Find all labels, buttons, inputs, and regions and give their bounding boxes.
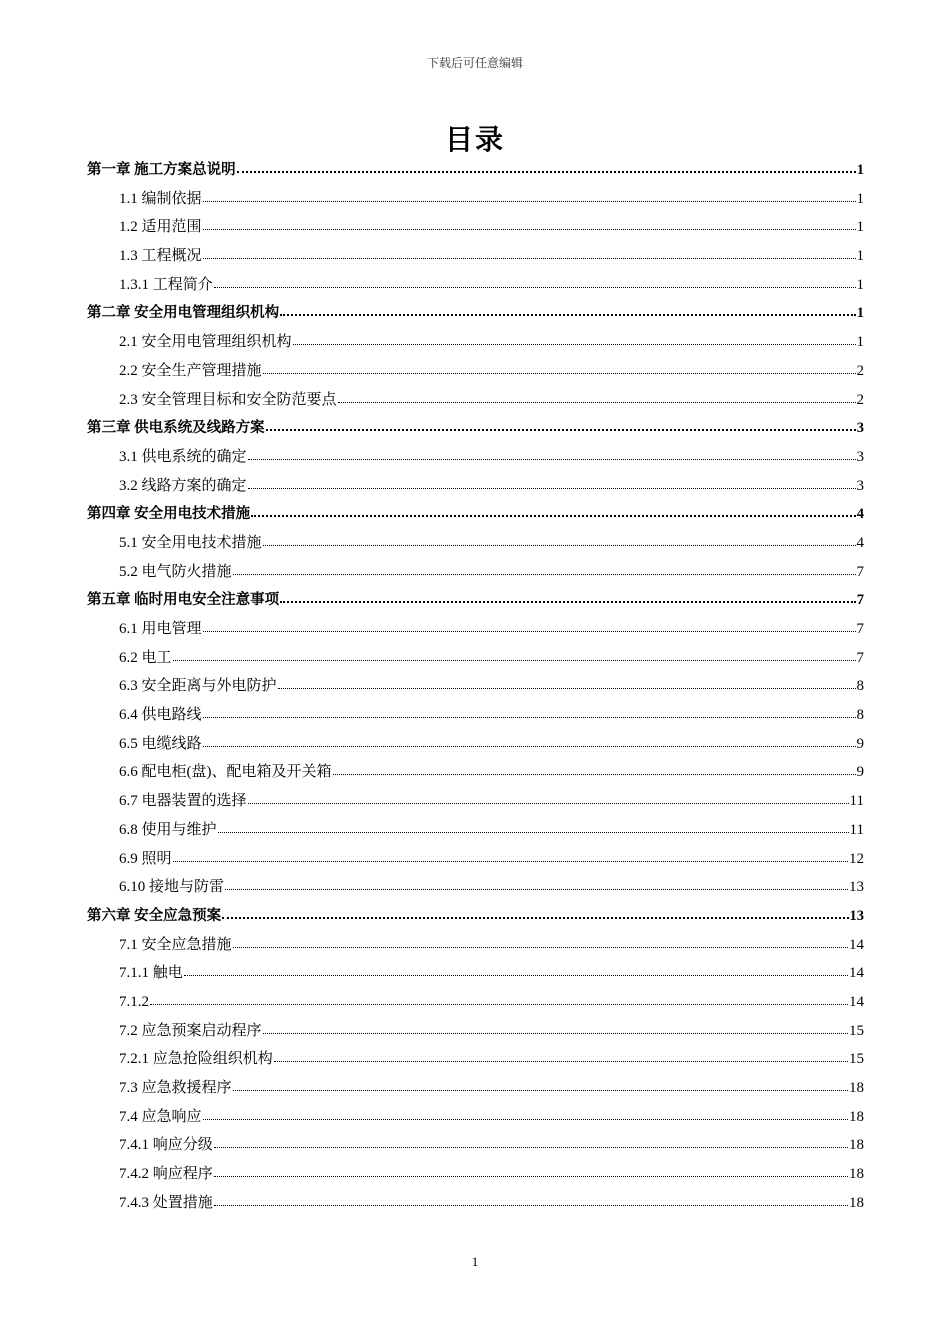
toc-entry-label: 第四章 安全用电技术措施 [87,506,251,523]
toc-section-entry[interactable] [87,845,864,874]
toc-section-entry[interactable] [87,730,864,759]
toc-entry-label: 第三章 供电系统及线路方案 [87,420,265,437]
toc-section-entry[interactable] [87,988,864,1017]
toc-entry-label: 7.4.1 响应分级 [119,1137,213,1154]
toc-section-entry[interactable] [87,701,864,730]
toc-chapter-entry[interactable] [87,299,864,328]
toc-section-entry[interactable] [87,386,864,415]
toc-section-entry[interactable] [87,787,864,816]
toc-entry-label: 2.3 安全管理目标和安全防范要点 [119,391,337,408]
toc-entry-page: 1 [856,334,864,351]
toc-section-entry[interactable] [87,672,864,701]
toc-dot-leader [203,619,856,633]
toc-entry-page: 8 [856,678,864,695]
toc-entry-page: 7 [856,592,864,609]
toc-entry-label: 2.1 安全用电管理组织机构 [119,334,292,351]
toc-entry-label: 3.2 线路方案的确定 [119,477,247,494]
toc-entry-page: 1 [856,190,864,207]
toc-dot-leader [203,1107,848,1121]
toc-dot-leader [218,820,849,834]
toc-section-entry[interactable] [87,615,864,644]
toc-dot-leader [293,332,856,346]
toc-entry-page: 4 [856,506,864,523]
toc-entry-page: 11 [849,821,864,838]
toc-dot-leader [248,476,856,490]
toc-title: 目录 [444,125,505,156]
toc-entry-page: 1 [856,276,864,293]
toc-entry-label: 1.3 工程概况 [119,248,202,265]
toc-dot-leader [237,160,856,174]
toc-entry-page: 3 [856,477,864,494]
toc-entry-label: 7.1 安全应急措施 [119,936,232,953]
toc-section-entry[interactable] [87,873,864,902]
toc-entry-page: 1 [856,305,864,322]
toc-entry-page: 15 [849,1022,864,1039]
toc-dot-leader [214,1164,848,1178]
toc-dot-leader [233,935,848,949]
toc-section-entry[interactable] [87,1160,864,1189]
table-of-contents [87,156,864,1217]
toc-dot-leader [280,303,856,317]
toc-dot-leader [266,418,856,432]
toc-dot-leader [203,734,856,748]
toc-entry-page: 1 [856,248,864,265]
toc-dot-leader [263,533,856,547]
toc-entry-page: 18 [849,1166,864,1183]
toc-entry-page: 4 [856,534,864,551]
toc-entry-page: 13 [849,879,864,896]
toc-section-entry[interactable] [87,472,864,501]
toc-section-entry[interactable] [87,1131,864,1160]
toc-dot-leader [333,762,856,776]
toc-dot-leader [173,648,856,662]
toc-section-entry[interactable] [87,213,864,242]
page-number: 1 [471,1254,479,1269]
toc-entry-page: 15 [849,1051,864,1068]
toc-section-entry[interactable] [87,1045,864,1074]
toc-entry-label: 6.5 电缆线路 [119,735,202,752]
toc-dot-leader [248,791,849,805]
toc-dot-leader [251,504,856,518]
toc-entry-page: 1 [856,219,864,236]
toc-entry-label: 6.8 使用与维护 [119,821,217,838]
toc-entry-page: 1 [856,162,864,178]
toc-entry-page: 18 [849,1194,864,1211]
toc-dot-leader [203,217,856,231]
toc-dot-leader [173,849,848,863]
toc-dot-leader [263,1021,848,1035]
toc-entry-page: 18 [849,1137,864,1154]
toc-section-entry[interactable] [87,644,864,673]
toc-entry-label: 5.2 电气防火措施 [119,563,232,580]
toc-dot-leader [222,906,848,920]
toc-entry-label: 7.1.2 [119,993,149,1010]
toc-section-entry[interactable] [87,529,864,558]
toc-entry-label: 第五章 临时用电安全注意事项 [87,592,280,609]
toc-entry-label: 第二章 安全用电管理组织机构 [87,305,280,322]
toc-entry-page: 7 [856,649,864,666]
toc-entry-label: 6.1 用电管理 [119,621,202,637]
toc-entry-page: 11 [849,793,864,810]
toc-entry-label: 6.4 供电路线 [119,707,202,724]
toc-entry-page: 13 [849,907,864,924]
toc-dot-leader [278,676,856,690]
toc-entry-label: 6.2 电工 [119,649,172,666]
toc-entry-page: 18 [849,1108,864,1125]
toc-section-entry[interactable] [87,1074,864,1103]
toc-entry-page: 9 [856,764,864,781]
toc-chapter-entry[interactable] [87,414,864,443]
toc-entry-page: 8 [856,707,864,724]
toc-dot-leader [338,390,856,404]
toc-dot-leader [233,1078,848,1092]
toc-entry-page: 2 [856,391,864,408]
toc-section-entry[interactable] [87,758,864,787]
toc-dot-leader [274,1049,848,1063]
toc-entry-label: 6.3 安全距离与外电防护 [119,678,277,695]
toc-section-entry[interactable] [87,816,864,845]
toc-entry-page: 7 [856,621,864,637]
toc-section-entry[interactable] [87,959,864,988]
toc-entry-label: 6.6 配电柜(盘)、配电箱及开关箱 [119,764,332,781]
toc-entry-label: 第六章 安全应急预案 [87,907,222,924]
toc-section-entry[interactable] [87,1103,864,1132]
toc-entry-label: 第一章 施工方案总说明 [87,162,236,178]
toc-chapter-entry[interactable] [87,902,864,931]
toc-dot-leader [233,562,856,576]
toc-chapter-entry[interactable] [87,500,864,529]
toc-section-entry[interactable] [87,185,864,214]
toc-entry-label: 7.3 应急救援程序 [119,1080,232,1096]
toc-entry-label: 6.10 接地与防雷 [119,879,225,896]
toc-section-entry[interactable] [87,1017,864,1046]
toc-entry-page: 9 [856,735,864,752]
toc-entry-page: 18 [849,1080,864,1096]
toc-dot-leader [203,189,856,203]
toc-section-entry[interactable] [87,271,864,300]
toc-entry-label: 1.3.1 工程简介 [119,276,213,293]
toc-dot-leader [203,246,856,260]
toc-dot-leader [214,1135,848,1149]
toc-section-entry[interactable] [87,931,864,960]
toc-dot-leader [214,275,856,289]
toc-entry-page: 7 [856,563,864,580]
toc-dot-leader [214,1193,848,1207]
toc-entry-label: 7.2 应急预案启动程序 [119,1022,262,1039]
toc-entry-label: 7.1.1 触电 [119,965,183,982]
toc-entry-label: 7.4 应急响应 [119,1108,202,1125]
toc-entry-page: 14 [849,993,864,1010]
toc-dot-leader [150,992,848,1006]
toc-entry-page: 2 [856,362,864,379]
toc-section-entry[interactable] [87,1189,864,1218]
toc-entry-page: 14 [849,965,864,982]
toc-dot-leader [263,361,856,375]
toc-entry-label: 6.7 电器装置的选择 [119,793,247,810]
toc-chapter-entry[interactable] [87,156,864,185]
toc-entry-page: 3 [856,448,864,465]
toc-section-entry[interactable] [87,357,864,386]
toc-entry-page: 3 [856,420,864,437]
toc-entry-label: 7.4.2 响应程序 [119,1166,213,1183]
toc-entry-label: 1.2 适用范围 [119,219,202,236]
toc-entry-label: 5.1 安全用电技术措施 [119,534,262,551]
toc-entry-page: 14 [849,936,864,953]
toc-entry-label: 2.2 安全生产管理措施 [119,362,262,379]
page-header: 下载后可任意编辑 [426,56,523,70]
toc-entry-label: 1.1 编制依据 [119,190,202,207]
toc-dot-leader [280,590,856,604]
toc-chapter-entry[interactable] [87,586,864,615]
toc-entry-label: 7.2.1 应急抢险组织机构 [119,1051,273,1068]
toc-entry-label: 7.4.3 处置措施 [119,1194,213,1211]
toc-section-entry[interactable] [87,328,864,357]
toc-entry-page: 12 [849,850,864,867]
toc-dot-leader [184,963,848,977]
toc-section-entry[interactable] [87,558,864,587]
toc-dot-leader [225,877,848,891]
toc-dot-leader [203,705,856,719]
toc-section-entry[interactable] [87,242,864,271]
toc-entry-label: 6.9 照明 [119,850,172,867]
toc-section-entry[interactable] [87,443,864,472]
toc-entry-label: 3.1 供电系统的确定 [119,448,247,465]
toc-dot-leader [248,447,856,461]
